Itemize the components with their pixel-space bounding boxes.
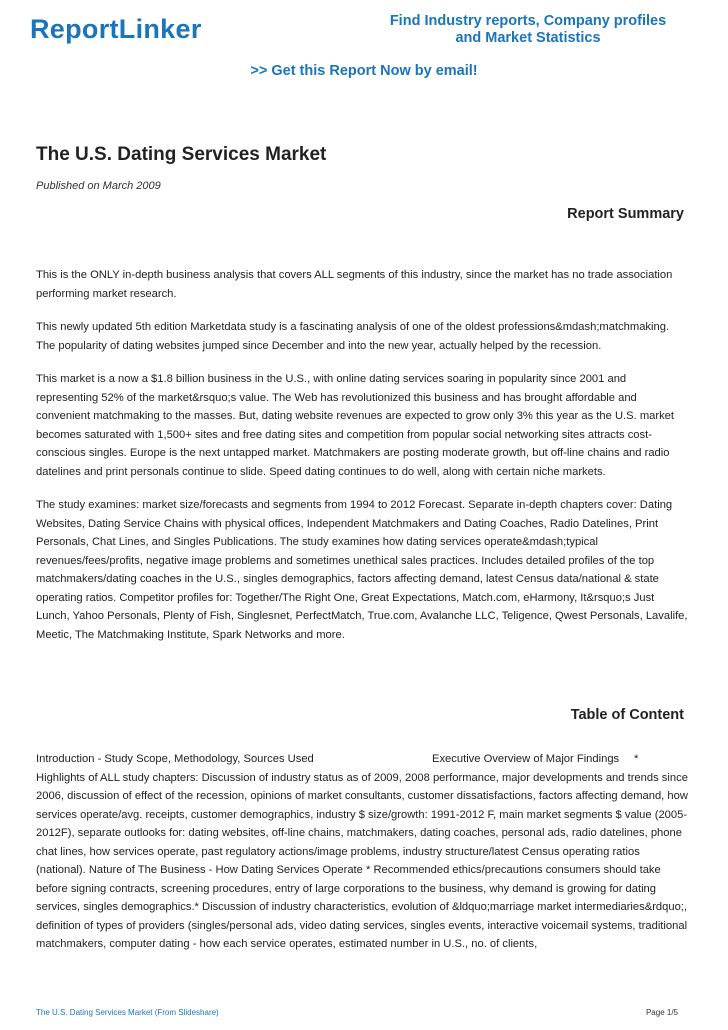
toc-first-line bbox=[36, 750, 688, 769]
footer-source-link[interactable]: The U.S. Dating Services Market (From Slideshare) bbox=[36, 1008, 219, 1017]
summary-paragraph: This market is a now a $1.8 billion business in the U.S., with online dating services soaring in popularity since 2001 and representing 52% of the market&rsquo;s value. The Web has revolutionized this business and has brought affordable and convenient matchmaking to the masses. But, dating website revenues are expected to grow only 3% this year as the U.S. market becomes saturated with 1,500+ sites and free dating sites and competition from popular social networking sites attracts cost-conscious singles. Europe is the next untapped market. Matchmakers are posting moderate growth, but off-line chains and radio datelines and print personals continue to slide. Speed dating continues to do well, along with certain niche markets. bbox=[36, 373, 675, 478]
reportlinker-logo[interactable]: ReportLinker bbox=[30, 14, 202, 44]
page-number: Page 1/5 bbox=[645, 1008, 678, 1017]
toc-item-introduction: Introduction - Study Scope, Methodology, Sources Used bbox=[36, 753, 314, 765]
get-report-email-link[interactable]: >> Get this Report Now by email! bbox=[250, 63, 478, 79]
published-date: Published on March 2009 bbox=[36, 180, 161, 192]
table-of-content-heading: Table of Content bbox=[570, 707, 684, 723]
toc-details-text: Highlights of ALL study chapters: Discussion of industry status as of 2009, 2008 performance, major developments and trends since 2006, discussion of effect of the recession, opinions of market consultants, customer dissatisfactions, factors affecting demand, how services operate/avg. receipts, customer demographics, industry $ size/growth: 1991-2012 F, main market segments $ value (2005-2012F), separate outlooks for: dating websites, off-line chains, matchmakers, dating coaches, personal ads, radio datelines, phone chat lines, how services operate, past regulatory actions/image problems, industry structure/latest Census operating ratios (national). Nature of The Business - How Dating Services Operate * Recommended ethics/precautions consumers should take before signing contracts, screening procedures, entry of large corporations to the business, why demand is growing for dating services, singles demographics.* Discussion of industry characteristics, evolution of &ldquo;marriage market intermediaries&rdquo;, definition of types of providers (singles/personal ads, video dating services, singles events, interactive voicemail systems, traditional matchmakers, computer dating - how each service operates, estimated number in U.S., no. of clients, bbox=[36, 771, 688, 950]
table-of-content-body bbox=[36, 750, 688, 954]
header-tagline bbox=[378, 13, 678, 47]
report-summary-body bbox=[36, 266, 688, 659]
toc-item-executive-overview: Executive Overview of Major Findings bbox=[432, 753, 620, 765]
toc-bullet: * bbox=[634, 753, 639, 765]
tagline-line-2: and Market Statistics bbox=[455, 30, 601, 46]
report-summary-heading: Report Summary bbox=[567, 206, 684, 222]
summary-paragraph: This newly updated 5th edition Marketdata study is a fascinating analysis of one of the oldest professions&mdash;matchmaking. The popularity of dating websites jumped since December and into the new year, actually helped by the recession. bbox=[36, 321, 670, 352]
summary-paragraph: The study examines: market size/forecasts and segments from 1994 to 2012 Forecast. Separate in-depth chapters cover: Dating Websites, Dating Service Chains with physical offices, Independent Matchmakers and Dating Coaches, Radio Datelines, Print Personals, Chat Lines, and Singles Publications. The study examines how dating services operate&mdash;typical revenues/fees/profits, negative image problems and sometimes unethical sales practices. Includes detailed profiles of the top matchmakers/dating coaches in the U.S., singles demographics, factors affecting demand, latest Census data/national & state operating ratios. Competitor profiles for: Together/The Right One, Great Expectations, Match.com, eHarmony, It&rsquo;s Just Lunch, Yahoo Personals, Plenty of Fish, Singlesnet, PerfectMatch, True.com, Avalanche LLC, Teligence, Qwest Personals, Lavalife, Meetic, The Matchmaking Institute, Spark Networks and more. bbox=[36, 499, 688, 641]
summary-paragraph: This is the ONLY in-depth business analysis that covers ALL segments of this industry, since the market has no trade association performing market research. bbox=[36, 269, 673, 300]
report-title: The U.S. Dating Services Market bbox=[36, 144, 327, 165]
tagline-line-1: Find Industry reports, Company profiles bbox=[389, 13, 667, 29]
